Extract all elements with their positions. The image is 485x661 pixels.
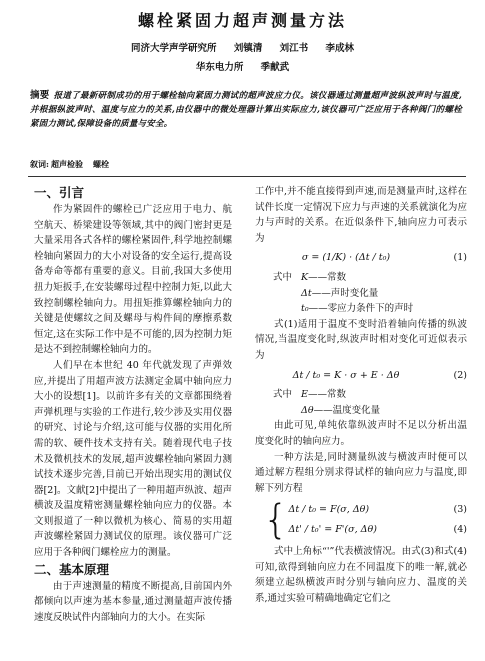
affiliation-line-1 (0, 40, 485, 54)
paragraph: 式中上角标“'”代表横波情况。由式(3)和式(4)可知,欲得到轴向应力在不同温度下的唯一解,就必须建立起纵横波声时分别与轴向应力、温度的关系,通过实验可精确地确定它们之 (255, 546, 467, 605)
variable-description: ——温度变化量 (313, 404, 381, 416)
abstract-label: 摘要 (30, 90, 50, 101)
variable-symbol: t₀ (301, 303, 309, 315)
paragraph: 人们早在本世纪 40 年代就发现了声弹效应,并提出了用超声波方法测定金属中轴向应力大小的设想[1]。以前许多有关的文章都围绕着声弹机理与实验的工作进行,较少涉及实用仪器的研究、讨论与介绍,这可能与仪器的实用化所需的软、硬件技术支持有关。随着现代电子技术及微机技术的发展,超声波螺栓轴向紧固力测 试技术逐步完善,目前已开始出现实用的测试仪器[2]。文献[2]中提出了一种用超声纵波、超声横波及温度精密测量螺栓轴向应力的仪器。本文则报道了一种以微机为核心、简易的实用超声波螺栓紧固力测试仪的原理。该仪器可广泛应用于各种阀门螺栓应力的测量。 (34, 359, 232, 559)
variable-symbol: Δθ (301, 404, 314, 416)
affiliation-org: 同济大学声学研究所 (131, 43, 217, 54)
variable-definition (255, 270, 467, 286)
variable-symbol: Δt (301, 287, 312, 299)
section-heading: 二、基本原理 (34, 561, 110, 577)
equation-body: Δt / t₀ = F(σ, Δθ) (288, 504, 370, 516)
equation-number: (2) (453, 369, 467, 381)
equation (255, 250, 467, 266)
author-name: 刘江书 (279, 43, 309, 54)
where-label: 式中 (273, 271, 293, 283)
abstract-text: 报道了最新研制成功的用于螺栓轴向紧固力测试的超声波应力仪。该仪器通过测量超声波纵波声时与温度,并根据纵波声时、温度与应力的关系,由仪器中的微处理器计算出实际应力,该仪器可广泛应用于各种阀门的螺栓紧固力测试,保障设备的质量与安全。 (30, 91, 462, 129)
affiliation-org: 华东电力所 (195, 62, 244, 73)
where-label: 式中 (273, 389, 293, 401)
variable-description: ——常数 (308, 271, 347, 283)
equation-body: Δt / t₀ = K · σ + E · Δθ (292, 369, 400, 381)
affiliation-line-2 (0, 59, 485, 73)
variable-definition (255, 403, 467, 419)
abstract (30, 89, 462, 131)
variable-definition (255, 286, 467, 302)
equation-body: σ = (1/K) · (Δt / t₀) (301, 252, 391, 264)
equation-rows (288, 500, 467, 540)
variable-description: ——常数 (307, 389, 346, 401)
variable-description: ——声时变化量 (311, 287, 379, 299)
right-column (255, 184, 467, 607)
paragraph: 作为紧固件的螺栓已广泛应用于电力、航空航天、桥梁建设等领域,其中的阀门密封更是大量采用各式各样的螺栓紧固件,科学地控制螺栓轴向紧固力的大小对设备的安全运行,提高设备寿命等都有重要的意义。目前,我国大多使用扭力矩扳手,在安装螺母过程中控制力矩,以此大致控制螺栓轴向力。用扭矩推算螺栓轴向力的关键是使螺纹之间及螺母与构件间的摩擦系数恒定,这在实际工作中是不可能的,因为控制力矩是达不到控制螺栓轴向力的。 (34, 204, 232, 356)
paragraph: 由此可见,单纯依靠纵波声时不足以分析出温度变化时的轴向应力。 (255, 420, 467, 447)
author-name: 刘镇清 (233, 43, 263, 54)
brace-symbol: { (263, 497, 289, 544)
author-name: 李成林 (325, 43, 354, 54)
section-divider (28, 176, 466, 177)
paper-title: 螺栓紧固力超声测量方法 (137, 11, 347, 30)
equation-number: (3) (453, 504, 467, 516)
equation (288, 500, 467, 520)
equation-system (255, 497, 467, 544)
keyword: 螺栓 (92, 159, 109, 169)
section-heading: 一、引言 (34, 185, 85, 200)
keywords-label: 叙词: (30, 159, 49, 169)
paragraph: 一种方法是,同时测量纵波与横波声时便可以通过解方程组分别求得试样的轴向应力与温度,即解下列方程 (255, 451, 467, 494)
variable-description: ——零应力条件下的声时 (308, 303, 414, 315)
equation-body: Δt' / t₀' = F'(σ, Δθ) (288, 524, 377, 536)
equation (255, 368, 467, 384)
variable-symbol: K (301, 271, 309, 283)
author-name: 季献武 (260, 62, 290, 73)
equation-number: (1) (453, 252, 467, 264)
variable-definition (255, 387, 467, 403)
equation-number: (4) (453, 524, 467, 536)
paragraph: 工作中,并不能直接得到声速,而是测量声时,这样在试件长度一定情况下应力与声速的关系就演化为应力与声时的关系。在近似条件下,轴向应力可表示为 (255, 186, 467, 244)
left-column (34, 184, 232, 625)
keyword: 超声检验 (50, 159, 83, 169)
paragraph: 式(1)适用于温度不变时沿着轴向传播的纵波情况,当温度变化时,纵波声时相对变化可近似表示为 (255, 318, 467, 361)
paragraph: 由于声速测量的精度不断提高,目前国内外都倾向以声速为基本参量,通过测量超声波传播速度反映试件内部轴向力的大小。在实际 (34, 580, 232, 623)
variable-symbol: E (301, 389, 308, 401)
equation (288, 520, 467, 540)
keywords (30, 159, 119, 170)
variable-definition (255, 301, 467, 317)
